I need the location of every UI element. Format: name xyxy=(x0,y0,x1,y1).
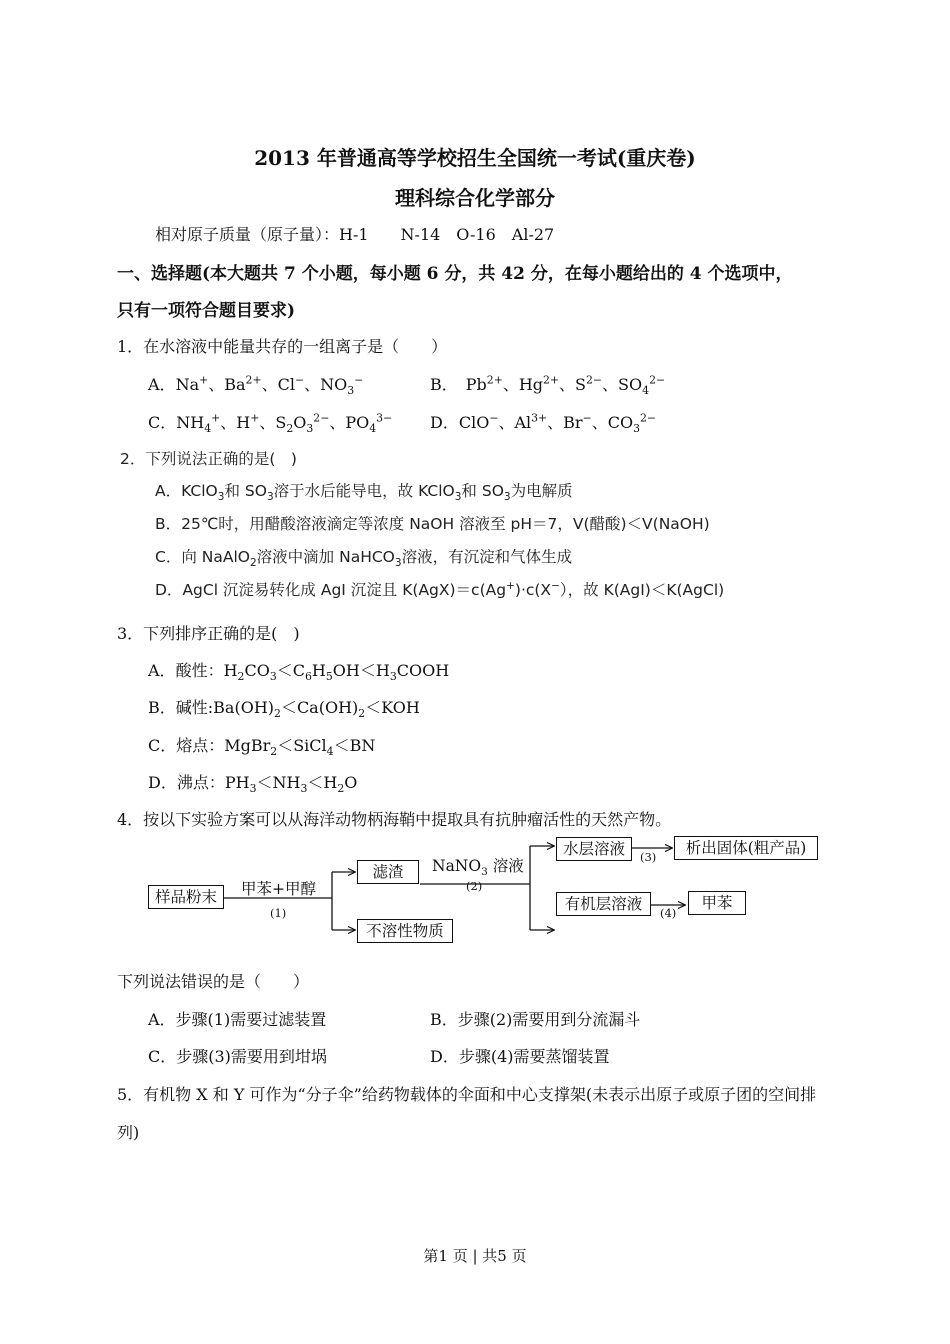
q1-stem: 1．在水溶液中能量共存的一组离子是（ ） xyxy=(117,337,448,356)
flow-box-sample: 样品粉末 xyxy=(148,885,224,909)
flow-box-organic: 有机层溶液 xyxy=(556,892,651,916)
flow-label-step1: (1) xyxy=(270,906,287,920)
section-heading-line2: 只有一项符合题目要求) xyxy=(117,301,296,321)
flow-box-solid: 析出固体(粗产品) xyxy=(674,836,818,860)
q2-option-c: C．向 NaAlO$_2$溶液中滴加 NaHCO$_3$溶液，有沉淀和气体生成 xyxy=(155,548,573,570)
q5-stem-line1: 5．有机物 X 和 Y 可作为“分子伞”给药物载体的伞面和中心支撑架(未表示出原子或原子团的空间排 xyxy=(117,1085,817,1104)
exam-subtitle: 理科综合化学部分 xyxy=(395,186,555,210)
q4-stem: 4．按以下实验方案可以从海洋动物柄海鞘中提取具有抗肿瘤活性的天然产物。 xyxy=(117,810,672,829)
q4-option-d: D．步骤(4)需要蒸馏装置 xyxy=(430,1047,610,1066)
q2-option-b: B．25℃时，用醋酸溶液滴定等浓度 NaOH 溶液至 pH＝7，V(醋酸)＜V(NaOH) xyxy=(155,515,710,533)
flow-box-residue: 滤渣 xyxy=(357,860,419,884)
flow-label-step2: (2) xyxy=(466,879,483,893)
q4-option-a: A．步骤(1)需要过滤装置 xyxy=(148,1010,327,1029)
q5-stem-line2: 列) xyxy=(117,1123,140,1142)
exam-title: 2013 年普通高等学校招生全国统一考试(重庆卷) xyxy=(254,146,696,170)
q3-stem: 3．下列排序正确的是( ) xyxy=(117,624,300,643)
q1-option-a: A．Na+、$Ba^{2+}$、Cl−、$NO_3^-$ xyxy=(148,373,364,398)
q3-option-b: B．碱性$:Ba(OH)_2<Ca(OH)_2<KOH$ xyxy=(148,698,420,721)
flow-box-insoluble: 不溶性物质 xyxy=(357,919,453,943)
q4-sub-stem: 下列说法错误的是（ ） xyxy=(117,972,310,991)
q3-option-d: D．沸点：$PH_3<NH_3<H_2O$ xyxy=(148,773,358,796)
q3-option-c: C．熔点：MgBr$_2$＜SiCl$_4$＜BN xyxy=(148,736,376,759)
q1-option-c: C．$NH_4^+$、H+、$S_2O_3^{2-}$、$PO_4^{3-}$ xyxy=(148,411,393,436)
flow-label-solvent: 甲苯+甲醇 xyxy=(241,880,316,898)
page-footer: 第1 页 | 共5 页 xyxy=(423,1247,527,1265)
atomic-mass-note: 相对原子质量（原子量）：H-1 N-14 O-16 Al-27 xyxy=(155,225,555,244)
flow-label-step4: (4) xyxy=(660,906,677,920)
flow-box-toluene: 甲苯 xyxy=(688,891,746,915)
q2-option-a: A．KClO$_3$和 $SO_3$溶于水后能导电，故 KClO$_3$和 $SO_3$为电解质 xyxy=(155,482,573,504)
flow-label-reagent: NaNO$_3$ 溶液 xyxy=(432,857,524,879)
section-heading-line1: 一、选择题(本大题共 7 个小题，每小题 6 分，共 42 分，在每小题给出的 4 个选项中， xyxy=(117,264,793,284)
q4-option-b: B．步骤(2)需要用到分流漏斗 xyxy=(430,1010,641,1029)
q1-option-d: D．ClO−、$Al^{3+}$、Br−、$CO_3^{2-}$ xyxy=(430,411,657,436)
q4-option-c: C．步骤(3)需要用到坩埚 xyxy=(148,1047,327,1066)
q2-option-d: D．AgCl 沉淀易转化成 AgI 沉淀且 K(AgX)＝c(Ag+)·c(X−），故 K(AgI)＜K(AgCl) xyxy=(155,579,725,599)
q3-option-a: A．酸性：$H_2CO_3<C_6H_5OH<H_3COOH$ xyxy=(148,661,450,684)
flow-box-aqueous: 水层溶液 xyxy=(556,837,632,861)
q1-option-b: B． $Pb^{2+}$、$Hg^{2+}$、$S^{2-}$、$SO_4^{2-}$ xyxy=(430,373,666,398)
flow-label-step3: (3) xyxy=(640,850,657,864)
q2-stem: 2．下列说法正确的是( ) xyxy=(120,450,297,468)
